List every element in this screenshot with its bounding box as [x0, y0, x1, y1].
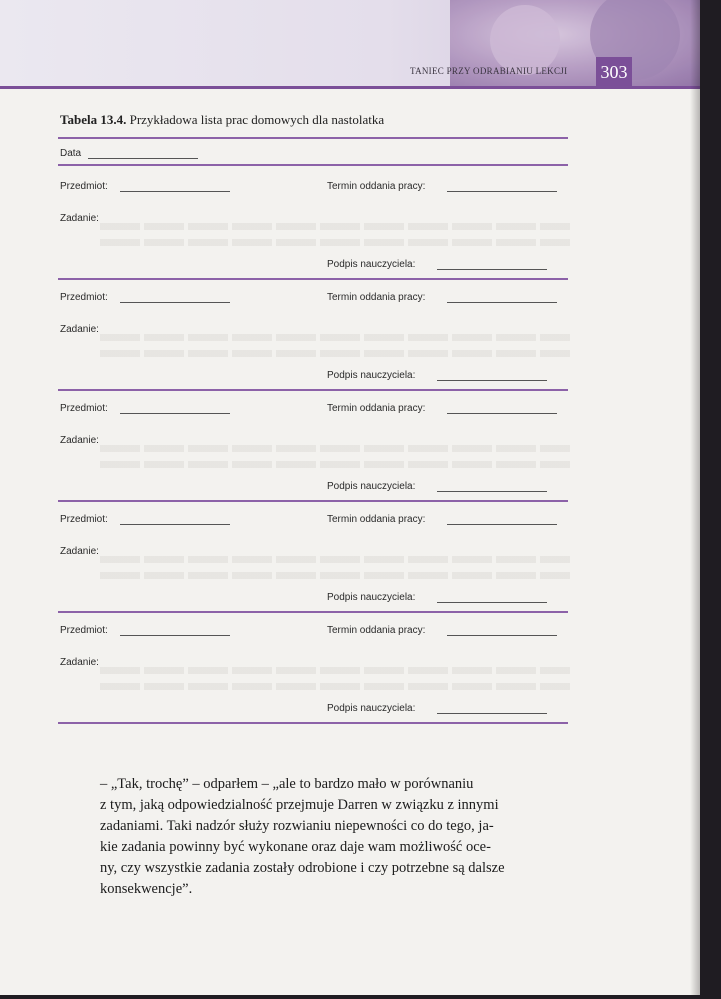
signature-blank: [437, 713, 547, 714]
prose-line: zadaniami. Taki nadzór służy rozwianiu niepewności co do tego, ja-: [100, 818, 494, 834]
date-blank: [88, 158, 198, 159]
due-blank: [447, 413, 557, 414]
header-rule: [0, 86, 700, 89]
subject-blank: [120, 191, 230, 192]
page-number: 303: [596, 57, 632, 87]
signature-blank: [437, 602, 547, 603]
prose-line: ny, czy wszystkie zadania zostały odrobione i czy potrzebne są dalsze: [100, 860, 505, 876]
subject-blank: [120, 524, 230, 525]
prose-line: – „Tak, trochę” – odparłem – „ale to bardzo mało w porównaniu: [100, 776, 474, 792]
due-label: Termin oddania pracy:: [327, 625, 426, 636]
signature-label: Podpis nauczyciela:: [327, 370, 416, 381]
subject-label: Przedmiot:: [60, 292, 108, 303]
body-text: [100, 774, 570, 900]
due-blank: [447, 191, 557, 192]
due-blank: [447, 302, 557, 303]
due-blank: [447, 524, 557, 525]
page-edge-shadow: [690, 0, 700, 995]
signature-label: Podpis nauczyciela:: [327, 481, 416, 492]
subject-label: Przedmiot:: [60, 514, 108, 525]
subject-label: Przedmiot:: [60, 625, 108, 636]
task-label: Zadanie:: [60, 213, 99, 224]
table-title: [60, 112, 384, 128]
bleed-through-text: [100, 572, 570, 579]
subject-label: Przedmiot:: [60, 181, 108, 192]
bleed-through-text: [100, 556, 570, 563]
bleed-through-text: [100, 223, 570, 230]
due-label: Termin oddania pracy:: [327, 514, 426, 525]
bleed-through-text: [100, 461, 570, 468]
subject-blank: [120, 635, 230, 636]
signature-blank: [437, 269, 547, 270]
bleed-through-text: [100, 667, 570, 674]
subject-blank: [120, 302, 230, 303]
block-separator: [58, 722, 568, 724]
prose-line: z tym, jaką odpowiedzialność przejmuje Darren w związku z innymi: [100, 797, 499, 813]
signature-label: Podpis nauczyciela:: [327, 259, 416, 270]
date-label: Data: [60, 148, 82, 159]
bleed-through-text: [100, 350, 570, 357]
task-label: Zadanie:: [60, 435, 99, 446]
task-label: Zadanie:: [60, 657, 99, 668]
bleed-through-text: [100, 239, 570, 246]
block-separator: [58, 389, 568, 391]
due-blank: [447, 635, 557, 636]
bleed-through-text: [100, 334, 570, 341]
table-caption: Przykładowa lista prac domowych dla nastolatka: [126, 112, 385, 127]
task-label: Zadanie:: [60, 324, 99, 335]
due-label: Termin oddania pracy:: [327, 292, 426, 303]
block-separator: [58, 500, 568, 502]
prose-line: konsekwencje”.: [100, 881, 193, 897]
table-top-rule: [58, 137, 568, 139]
block-separator: [58, 611, 568, 613]
signature-label: Podpis nauczyciela:: [327, 703, 416, 714]
subject-blank: [120, 413, 230, 414]
subject-label: Przedmiot:: [60, 403, 108, 414]
bleed-through-text: [100, 445, 570, 452]
signature-blank: [437, 380, 547, 381]
signature-blank: [437, 491, 547, 492]
table-number: Tabela 13.4.: [60, 112, 127, 127]
running-head: TANIEC PRZY ODRABIANIU LEKCJI: [410, 66, 568, 76]
bleed-through-text: [100, 683, 570, 690]
due-label: Termin oddania pracy:: [327, 181, 426, 192]
prose-line: kie zadania powinny być wykonane oraz daje wam możliwość oce-: [100, 839, 491, 855]
due-label: Termin oddania pracy:: [327, 403, 426, 414]
date-rule: [58, 164, 568, 166]
signature-label: Podpis nauczyciela:: [327, 592, 416, 603]
block-separator: [58, 278, 568, 280]
task-label: Zadanie:: [60, 546, 99, 557]
